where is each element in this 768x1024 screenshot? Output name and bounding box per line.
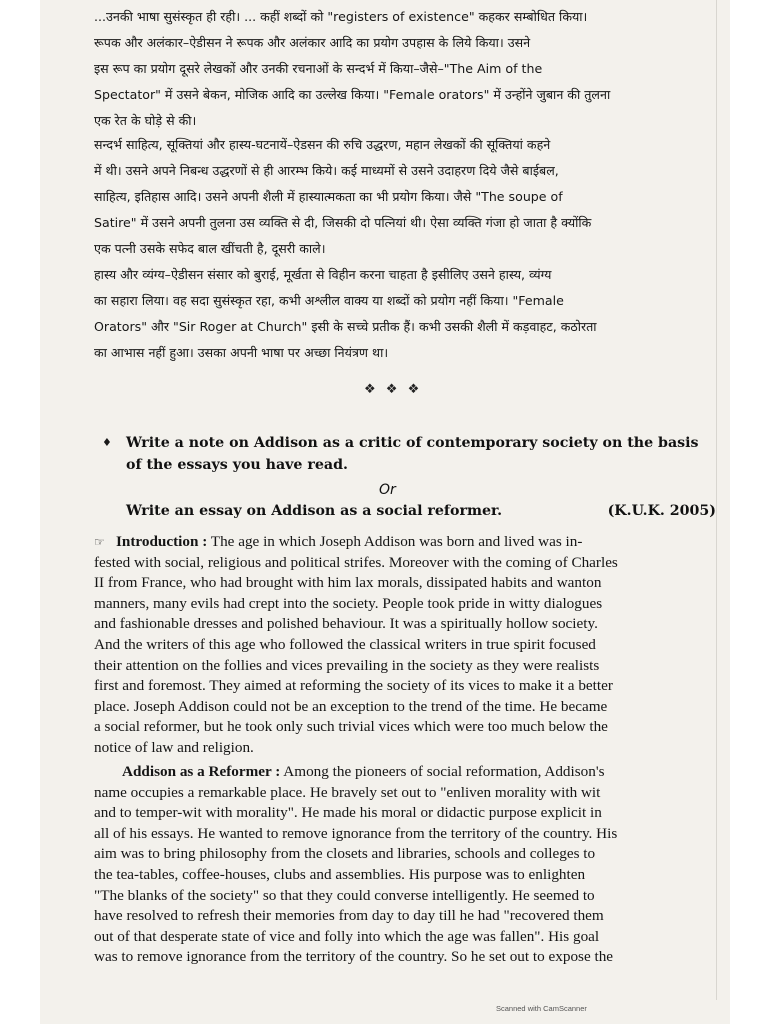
text-line: was to remove ignorance from the territory of the country. So he set out to expose the — [94, 948, 614, 966]
text-line: notice of law and religion. — [94, 738, 254, 756]
book-page — [40, 0, 730, 1024]
introduction-heading: Introduction : — [116, 533, 208, 550]
text-line: And the writers of this age who followed the classical writers in true spirit focused — [94, 635, 596, 653]
text-line: ☞ Introduction : The age in which Joseph Addison was born and lived was in- — [94, 532, 706, 553]
text-line: ...उनकी भाषा सुसंस्कृत ही रही। ... कहीं शब्दों को "registers of existence" कहकर सम्बोधित किया। — [94, 9, 588, 24]
text-line: aim was to bring philosophy from the closets and libraries, schools and colleges to — [94, 845, 596, 863]
diamond-bullet-icon: ♦ — [102, 436, 112, 449]
alternate-question — [126, 500, 716, 522]
text-line: एक रेत के घोड़े से की। — [94, 113, 197, 128]
text-line: हास्य और व्यंग्य–ऐडीसन संसार को बुराई, मूर्खता से विहीन करना चाहता है इसीलिए उसने हास्य, व्यंग्य — [94, 267, 552, 282]
text-line: साहित्य, इतिहास आदि। उसने अपनी शैली में हास्यात्मकता का भी प्रयोग किया। जैसे "The soupe of — [94, 189, 563, 204]
text-line: Orators" और "Sir Roger at Church" इसी के सच्चे प्रतीक हैं। कभी उसकी शैली में कड़वाहट, कठोरता — [94, 319, 597, 334]
text-line: a social reformer, but he took only such trivial vices which were too much below the — [94, 718, 608, 736]
text-line: रूपक और अलंकार–ऐडीसन ने रूपक और अलंकार आदि का प्रयोग उपहास के लिये किया। उसने — [94, 35, 531, 50]
text-line: fested with social, religious and political strifes. Moreover with the coming of Charles — [94, 553, 618, 571]
text-line: इस रूप का प्रयोग दूसरे लेखकों और उनकी रचनाओं के सन्दर्भ में किया–जैसे–"The Aim of the — [94, 61, 543, 76]
pointing-hand-icon: ☞ — [94, 535, 105, 549]
text-line: II from France, who had brought with him lax morals, dissipated habits and wanton — [94, 574, 602, 592]
section-divider-ornament: ❖ ❖ ❖ — [364, 382, 423, 397]
hindi-paragraph-1 — [94, 4, 706, 134]
scanner-watermark: Scanned with CamScanner — [496, 1004, 587, 1013]
text-line: and fashionable dresses and polished behaviour. It was a spiritually hollow society. — [94, 615, 598, 633]
text-line: the tea-tables, coffee-houses, clubs and assemblies. His purpose was to enlighten — [94, 865, 586, 883]
reformer-paragraph — [94, 762, 706, 968]
text-line: place. Joseph Addison could not be an exception to the trend of the time. He became — [94, 697, 608, 715]
text-line: Spectator" में उसने बेकन, मोजिक आदि का उल्लेख किया। "Female orators" में उन्होंने जुबान की तुलना — [94, 87, 611, 102]
text-line: का सहारा लिया। वह सदा सुसंस्कृत रहा, कभी अश्लील वाक्य या शब्दों को प्रयोग नहीं किया। "Female — [94, 293, 564, 308]
introduction-paragraph — [94, 532, 706, 759]
text-line: out of that desperate state of vice and folly into which the age was fallen". His goal — [94, 927, 600, 945]
question-text: Write a note on Addison as a critic of contemporary society on the basis of the essays you have read. — [126, 435, 699, 473]
text-line: Addison as a Reformer : Among the pioneers of social reformation, Addison's — [122, 763, 605, 780]
text-line: name occupies a remarkable place. He bravely set out to "enliven morality with wit — [94, 783, 601, 801]
text-line: all of his essays. He wanted to remove ignorance from the territory of the country. His — [94, 824, 618, 842]
text-line: have resolved to refresh their memories from day to day till he had "recovered them — [94, 907, 604, 925]
or-separator: Or — [379, 482, 396, 498]
alternate-question-text: Write an essay on Addison as a social reformer. — [126, 503, 503, 519]
text-line: their attention on the follies and vices prevailing in the society as they were realists — [94, 656, 600, 674]
exam-source: (K.U.K. 2005) — [607, 503, 716, 519]
text-line: first and foremost. They aimed at reforming the society of its vices to make it a better — [94, 677, 613, 695]
page-edge — [716, 0, 717, 1000]
text-line: सन्दर्भ साहित्य, सूक्तियां और हास्य-घटनायें–ऐडसन की रुचि उद्धरण, महान लेखकों की सूक्तियां कहने — [94, 137, 551, 152]
text-line: "The blanks of the society" so that they could converse intelligently. He seemed to — [94, 886, 595, 904]
hindi-paragraph-2 — [94, 132, 706, 262]
hindi-paragraph-3 — [94, 262, 706, 366]
reformer-heading: Addison as a Reformer : — [122, 763, 281, 780]
text-line: का आभास नहीं हुआ। उसका अपनी भाषा पर अच्छा नियंत्रण था। — [94, 345, 389, 360]
text-line: एक पत्नी उसके सफेद बाल खींचती है, दूसरी काले। — [94, 241, 326, 256]
text-line: Satire" में उसने अपनी तुलना उस व्यक्ति से दी, जिसकी दो पत्नियां थी। ऐसा व्यक्ति गंजा हो जाता है क्योंकि — [94, 215, 592, 230]
text-line: and to temper-wit with morality". He made his moral or didactic purpose explicit in — [94, 804, 602, 822]
text-line: में थी। उसने अपने निबन्ध उद्धरणों से ही आरम्भ किये। कई माध्यमों से उसने उदाहरण दिये जैसे बाईबल, — [94, 163, 559, 178]
text-line: manners, many evils had crept into the society. People took pride in witty dialogues — [94, 594, 603, 612]
